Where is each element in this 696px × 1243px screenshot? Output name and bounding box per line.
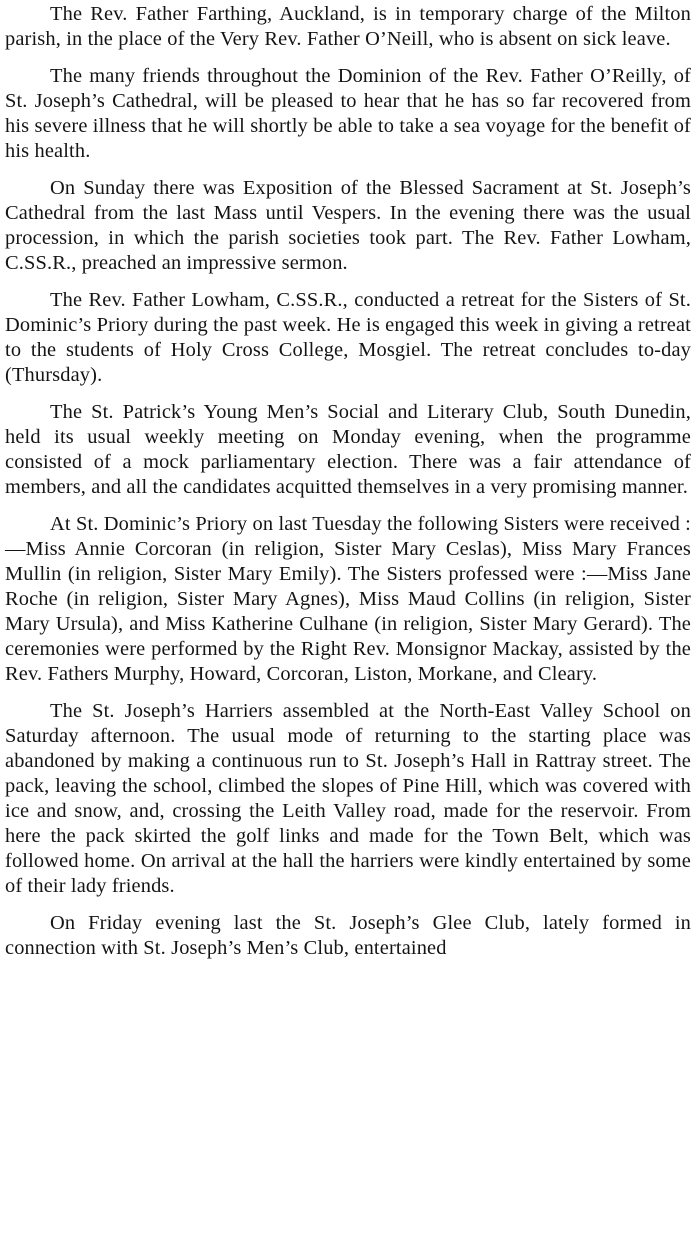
- paragraph-retreat: The Rev. Father Lowham, C.SS.R., conducted a retreat for the Sisters of St. Dominic’s Priory during the past week. He is engaged this week in giving a retreat to the students of Holy Cross College, Mosgiel. The retreat concludes to-day (Thursday).: [5, 289, 691, 386]
- article-text: [5, 2, 691, 961]
- paragraph-club-meeting: The St. Patrick’s Young Men’s Social and Literary Club, South Dunedin, held its usual weekly meeting on Monday evening, when the programme consisted of a mock parliamentary election. There was a fair attendance of members, and all the candidates acquitted themselves in a very promising manner.: [5, 401, 691, 498]
- paragraph-harriers: The St. Joseph’s Harriers assembled at the North-East Valley School on Saturday afternoon. The usual mode of returning to the starting place was abandoned by making a continuous run to St. Joseph’s Hall in Rattray street. The pack, leaving the school, climbed the slopes of Pine Hill, which was covered with ice and snow, and, crossing the Leith Valley road, made for the reservoir. From here the pack skirted the golf links and made for the Town Belt, which was followed home. On arrival at the hall the harriers were kindly entertained by some of their lady friends.: [5, 700, 691, 897]
- paragraph-exposition: On Sunday there was Exposition of the Blessed Sacrament at St. Joseph’s Cathedral from the last Mass until Vespers. In the evening there was the usual procession, in which the parish societies took part. The Rev. Father Lowham, C.SS.R., preached an impressive sermon.: [5, 177, 691, 274]
- paragraph-glee-club: On Friday evening last the St. Joseph’s Glee Club, lately formed in connection with St. Joseph’s Men’s Club, entertained: [5, 912, 691, 959]
- paragraph-farthing: The Rev. Father Farthing, Auckland, is in temporary charge of the Milton parish, in the place of the Very Rev. Father O’Neill, who is absent on sick leave.: [5, 3, 691, 50]
- paragraph-priory: At St. Dominic’s Priory on last Tuesday the following Sisters were received :—Miss Annie Corcoran (in religion, Sister Mary Ceslas), Miss Mary Frances Mullin (in religion, Sister Mary Emily). The Sisters professed were :—Miss Jane Roche (in religion, Sister Mary Agnes), Miss Maud Collins (in religion, Sister Mary Ursula), and Miss Katherine Culhane (in religion, Sister Mary Gerard). The ceremonies were performed by the Right Rev. Monsignor Mackay, assisted by the Rev. Fathers Murphy, Howard, Corcoran, Liston, Morkane, and Cleary.: [5, 513, 691, 685]
- paragraph-oreilly: The many friends throughout the Dominion of the Rev. Father O’Reilly, of St. Joseph’s Cathedral, will be pleased to hear that he has so far recovered from his severe illness that he will shortly be able to take a sea voyage for the benefit of his health.: [5, 65, 691, 162]
